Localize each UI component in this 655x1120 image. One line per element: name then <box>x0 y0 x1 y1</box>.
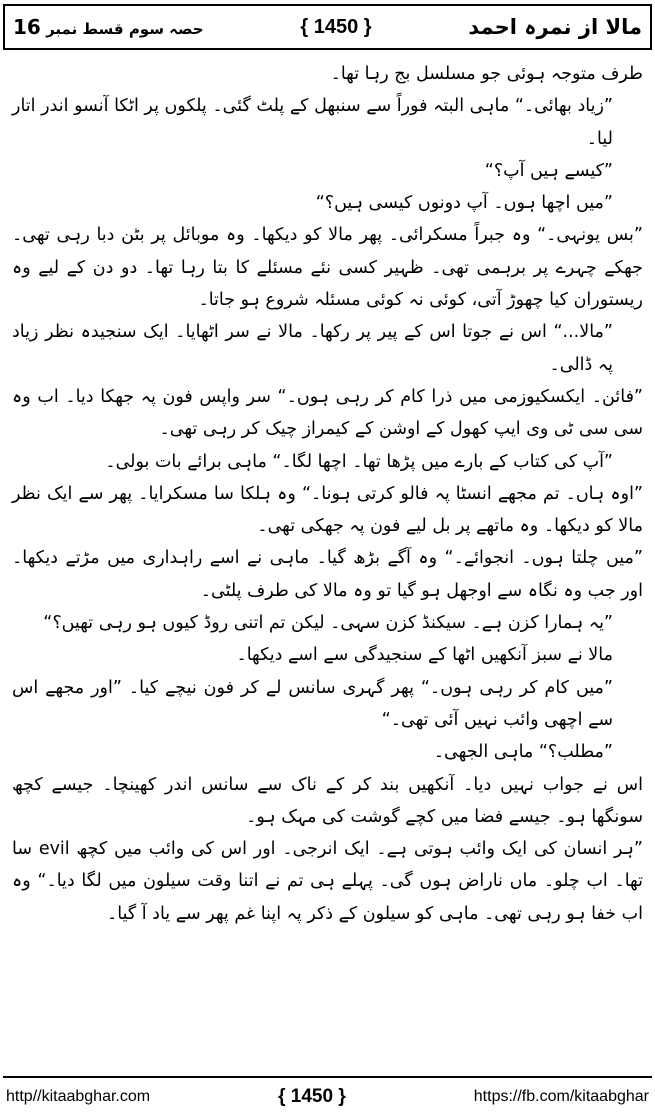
paragraph: ”ہر انسان کی ایک وائب ہوتی ہے۔ ایک انرجی۔ اور اس کی وائب میں کچھ evil سا تھا۔ اب چلو۔ ماں ناراض ہوں گی۔ پہلے ہی تم نے اتنا وقت سیلون میں لگا دیا۔“ وہ اب خفا ہو رہی تھی۔ ماہی کو سیلون کے ذکر پہ اپنا غم پھر سے یاد آ گیا۔ <box>12 839 643 924</box>
paragraph: ”میں کام کر رہی ہوں۔“ پھر گہری سانس لے کر فون نیچے کیا۔ ”اور مجھے اس سے اچھی وائب نہیں آئی تھی۔“ <box>12 677 613 730</box>
paragraph: ”فائن۔ ایکسکیوزمی میں ذرا کام کر رہی ہوں۔“ سر واپس فون پہ جھکا دیا۔ اب وہ سی سی ٹی وی ایپ کھول کے اوشن کے کیمراز چیک کر رہی تھی۔ <box>12 386 643 440</box>
paragraph: طرف متوجہ ہوئی جو مسلسل بج رہا تھا۔ <box>330 64 643 84</box>
series-number: 16 <box>13 15 41 39</box>
paragraph: ”زیاد بھائی۔“ ماہی البتہ فوراً سے سنبھل کے پلٹ گئی۔ پلکوں پر اٹکا آنسو اندر اتار لیا۔ <box>12 96 613 149</box>
paragraph: اس نے جواب نہیں دیا۔ آنکھیں بند کر کے ناک سے سانس اندر کھینچا۔ جیسے کچھ سونگھا ہو۔ جیسے فضا میں کچے گوشت کی مہک ہو۔ <box>12 774 643 827</box>
paragraph: ”اوہ ہاں۔ تم مجھے انسٹا پہ فالو کرتی ہونا۔“ وہ ہلکا سا مسکرایا۔ پھر سے ایک نظر مالا کو دیکھا۔ وہ ماتھے پر بل لیے فون پہ جھکی تھی۔ <box>12 483 643 537</box>
page-footer <box>6 1082 649 1112</box>
footer-divider <box>3 1076 652 1078</box>
page-body <box>12 58 643 1068</box>
paragraph: مالا نے سبز آنکھیں اٹھا کے سنجیدگی سے اسے دیکھا۔ <box>236 645 613 666</box>
paragraph: ”آپ کی کتاب کے بارے میں پڑھا تھا۔ اچھا لگا۔“ ماہی برائے بات بولی۔ <box>105 451 613 472</box>
paragraph: ”یہ ہمارا کزن ہے۔ سیکنڈ کزن سہی۔ لیکن تم اتنی روڈ کیوں ہو رہی تھیں؟“ <box>43 613 613 634</box>
page-header <box>3 4 652 50</box>
paragraph: ”بس یونہی۔“ وہ جبراً مسکرائی۔ پھر مالا کو دیکھا۔ وہ موبائل پر بٹن دبا رہی تھی۔ جھکے چہرے پر برہمی تھی۔ ظہیر کسی نئے مسئلے کا بتا رہا تھا۔ دو دن کے لیے وہ ریستوران کیا چھوڑ آتی، کوئی نہ کوئی مسئلہ شروع ہو جاتا۔ <box>12 225 643 311</box>
footer-right-link[interactable]: https://fb.com/kitaabghar <box>473 1088 649 1105</box>
footer-left-link[interactable]: http//kitaabghar.com <box>6 1088 151 1105</box>
book-title: مالا از نمرہ احمد <box>468 15 642 39</box>
paragraph: ”مالا...“ اس نے جوتا اس کے پیر پر رکھا۔ مالا نے سر اٹھایا۔ ایک سنجیدہ نظر زیاد پہ ڈالی۔ <box>12 322 613 375</box>
paragraph: ”میں چلتا ہوں۔ انجوائے۔“ وہ آگے بڑھ گیا۔ ماہی نے اسے راہداری میں مڑتے دیکھا۔ اور جب وہ نگاہ سے اوجھل ہو گیا تو وہ مالا کی طرف پلٹی۔ <box>12 548 643 601</box>
series-label: حصہ سوم قسط نمبر 16 <box>13 15 204 39</box>
paragraph: ”مطلب؟“ ماہی الجھی۔ <box>433 742 613 763</box>
header-page-number: { 1450 } <box>300 15 372 38</box>
footer-page-number: { 1450 } <box>278 1086 346 1107</box>
paragraph: ”میں اچھا ہوں۔ آپ دونوں کیسی ہیں؟“ <box>315 193 613 214</box>
paragraph: ”کیسے ہیں آپ؟“ <box>484 160 613 181</box>
